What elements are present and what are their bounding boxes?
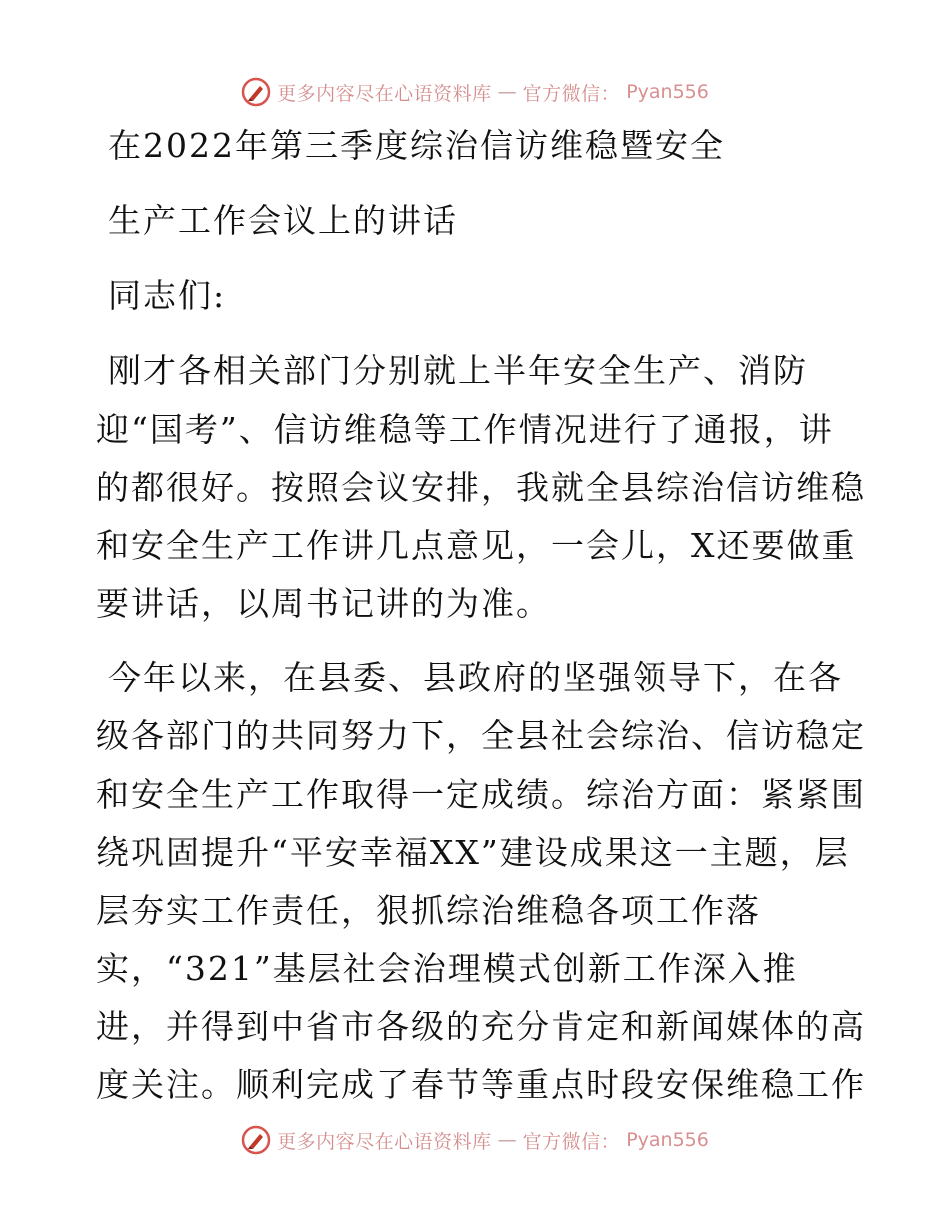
pen-logo-icon [241,1125,271,1155]
title-line-1: 在2022年第三季度综治信访维稳暨安全 [108,126,725,165]
body-line: 和安全生产工作取得一定成绩。综治方面：紧紧围 [96,775,866,814]
body-line: 要讲话，以周书记讲的为准。 [96,584,551,623]
body-line: 层夯实工作责任，狠抓综治维稳各项工作落 [96,891,761,930]
body-line: 级各部门的共同努力下，全县社会综治、信访稳定 [96,716,866,755]
salutation: 同志们: [108,276,227,315]
watermark-id: Pyan556 [626,1129,709,1151]
watermark-separator: — [497,1129,517,1151]
body-line: 绕巩固提升“平安幸福XX”建设成果这一主题，层 [96,833,850,872]
body-line: 进，并得到中省市各级的充分肯定和新闻媒体的高 [96,1007,866,1046]
body-line: 和安全生产工作讲几点意见，一会儿，X还要做重 [96,526,857,565]
watermark-text: 更多内容尽在心语资料库 [277,1130,492,1153]
watermark-footer [0,1120,950,1160]
watermark-separator: — [497,81,517,103]
watermark-label: 官方微信： [522,82,621,105]
body-line: 的都很好。按照会议安排，我就全县综治信访维稳 [96,468,866,507]
title-line-2: 生产工作会议上的讲话 [108,201,458,240]
watermark-text: 更多内容尽在心语资料库 [277,82,492,105]
body-line: 迎“国考”、信访维稳等工作情况进行了通报，讲 [96,410,834,449]
body-line: 实，“321”基层社会治理模式创新工作深入推 [96,949,798,988]
body-line: 度关注。顺利完成了春节等重点时段安保维稳工作 [96,1065,866,1104]
watermark-header [0,72,950,112]
watermark-label: 官方微信： [522,1130,621,1153]
watermark-id: Pyan556 [626,81,709,103]
body-line: 今年以来，在县委、县政府的坚强领导下，在各 [108,658,843,697]
pen-logo-icon [241,77,271,107]
body-line: 刚才各相关部门分别就上半年安全生产、消防 [108,351,808,390]
